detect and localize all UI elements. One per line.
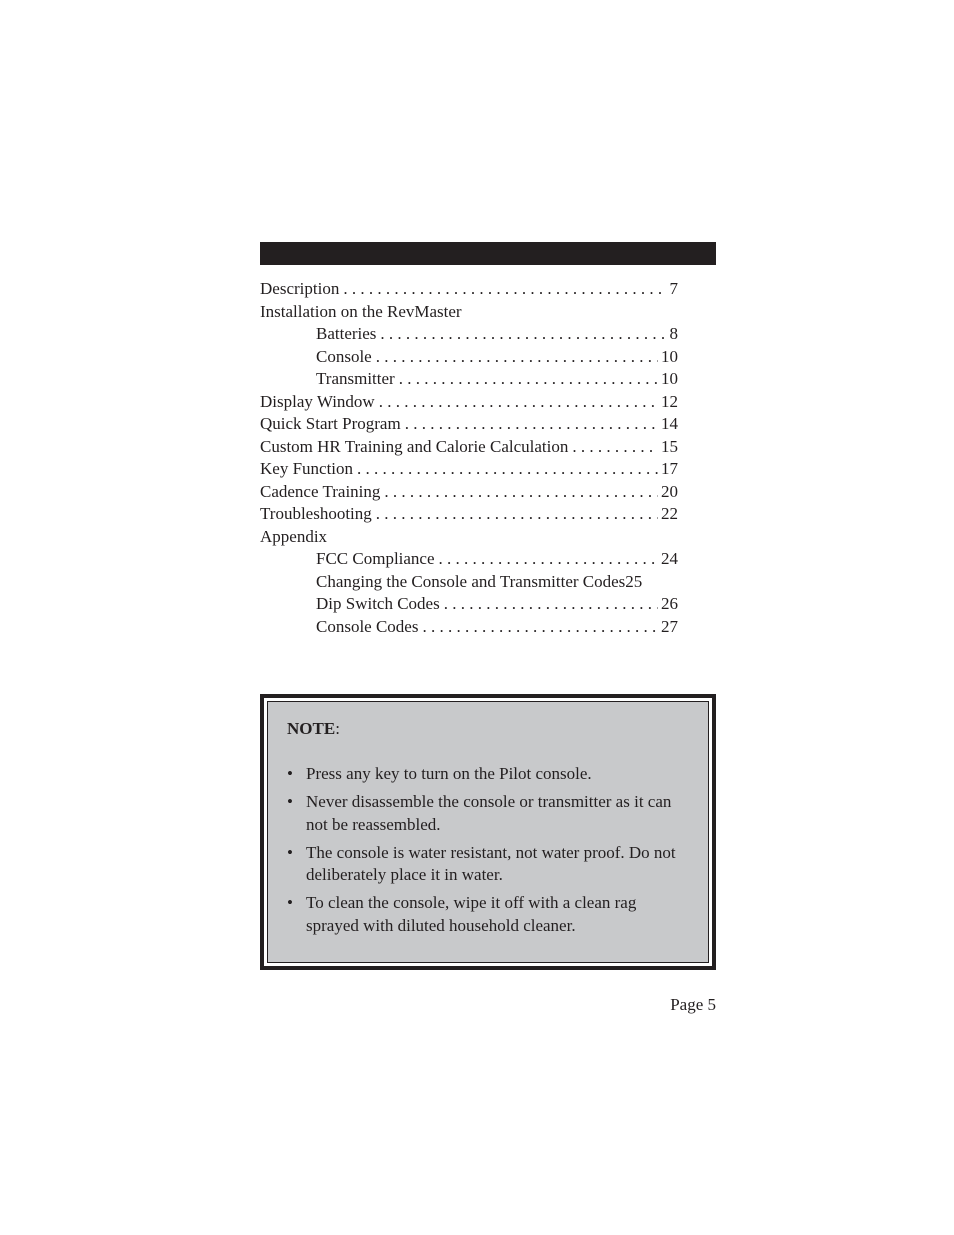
- toc-entry-title: Quick Start Program: [260, 414, 401, 433]
- toc-entry-title: Appendix: [260, 526, 328, 546]
- note-heading-colon: :: [335, 719, 340, 738]
- toc-entry-page: 14: [661, 414, 678, 433]
- toc-entry-page: 15: [661, 436, 678, 456]
- toc-leader-dots: [357, 458, 658, 481]
- toc-entry-console-codes[interactable]: [260, 616, 678, 639]
- note-heading: [287, 719, 340, 739]
- toc-entry-page: 8: [669, 324, 678, 343]
- toc-entry-title: Changing the Console and Transmitter Codes: [316, 571, 626, 591]
- note-list-item: [287, 892, 687, 937]
- toc-entry-page: 20: [661, 481, 678, 501]
- toc-entry-display-window[interactable]: [260, 391, 678, 414]
- toc-entry-appendix[interactable]: [260, 526, 678, 549]
- toc-leader-dots: [384, 481, 658, 504]
- toc-leader-dots: [379, 391, 658, 414]
- bullet-icon: •: [287, 792, 293, 811]
- page-number: Page 5: [670, 995, 716, 1014]
- note-list-item: [287, 842, 687, 887]
- toc-entry-title: Description: [260, 279, 340, 298]
- toc-leader-dots: [376, 346, 658, 369]
- toc-entry-quick-start[interactable]: [260, 413, 678, 436]
- toc-entry-page: 22: [661, 504, 678, 523]
- toc-leader-dots: [572, 436, 658, 459]
- toc-entry-title: Transmitter: [316, 369, 395, 388]
- toc-entry-page: 26: [661, 594, 678, 613]
- toc-leader-dots: [405, 413, 658, 436]
- note-list: [287, 763, 687, 943]
- bullet-icon: •: [287, 893, 293, 912]
- note-box-inner: [267, 701, 709, 963]
- toc-entry-custom-hr[interactable]: [260, 436, 678, 459]
- toc-entry-title: Custom HR Training and Calorie Calculation: [260, 436, 569, 456]
- note-item-text: The console is water resistant, not water proof. Do not deliberately place it in water.: [306, 842, 676, 884]
- note-item-text: To clean the console, wipe it off with a clean rag sprayed with diluted household cleaner.: [306, 893, 637, 935]
- toc-entry-fcc-compliance[interactable]: [260, 548, 678, 571]
- table-of-contents: [260, 278, 678, 638]
- toc-entry-title: FCC Compliance: [316, 549, 435, 568]
- toc-entry-title: Console Codes: [316, 616, 419, 636]
- toc-leader-dots: [444, 593, 658, 616]
- note-box: [260, 694, 716, 970]
- toc-leader-dots: [439, 548, 658, 571]
- toc-entry-changing-codes[interactable]: [260, 571, 678, 594]
- toc-entry-installation[interactable]: [260, 301, 678, 324]
- toc-entry-transmitter[interactable]: [260, 368, 678, 391]
- toc-entry-title: Installation on the RevMaster: [260, 301, 462, 321]
- toc-entry-title: Cadence Training: [260, 481, 381, 501]
- toc-entry-troubleshooting[interactable]: [260, 503, 678, 526]
- toc-entry-cadence-training[interactable]: [260, 481, 678, 504]
- toc-entry-title: Troubleshooting: [260, 504, 372, 523]
- toc-entry-page: 12: [661, 391, 678, 411]
- note-item-text: Press any key to turn on the Pilot console.: [306, 764, 592, 783]
- toc-entry-title: Key Function: [260, 459, 354, 478]
- bullet-icon: •: [287, 764, 293, 783]
- toc-entry-page: 17: [661, 459, 678, 478]
- toc-entry-page: 10: [661, 369, 678, 388]
- toc-leader-dots: [343, 278, 666, 301]
- header-bar: [260, 242, 716, 265]
- note-list-item: [287, 763, 687, 786]
- toc-entry-key-function[interactable]: [260, 458, 678, 481]
- toc-entry-title: Batteries: [316, 324, 377, 343]
- note-list-item: [287, 791, 687, 836]
- toc-leader-dots: [380, 323, 666, 346]
- toc-leader-dots: [376, 503, 658, 526]
- toc-entry-page: 27: [661, 616, 678, 636]
- bullet-icon: •: [287, 842, 293, 862]
- toc-entry-page: 7: [669, 279, 678, 298]
- toc-entry-page: 10: [661, 346, 678, 366]
- toc-entry-title: Dip Switch Codes: [316, 594, 440, 613]
- toc-entry-console[interactable]: [260, 346, 678, 369]
- toc-entry-dip-switch-codes[interactable]: [260, 593, 678, 616]
- toc-leader-dots: [422, 616, 658, 639]
- toc-entry-title: Display Window: [260, 391, 375, 411]
- toc-entry-title: Console: [316, 346, 372, 366]
- toc-entry-description[interactable]: [260, 278, 678, 301]
- toc-leader-dots: [399, 368, 658, 391]
- toc-entry-page: 25: [625, 571, 643, 591]
- note-item-text: Never disassemble the console or transmitter as it can not be reassembled.: [306, 792, 672, 834]
- toc-entry-page: 24: [661, 549, 678, 568]
- toc-entry-batteries[interactable]: [260, 323, 678, 346]
- note-heading-text: NOTE: [287, 719, 336, 738]
